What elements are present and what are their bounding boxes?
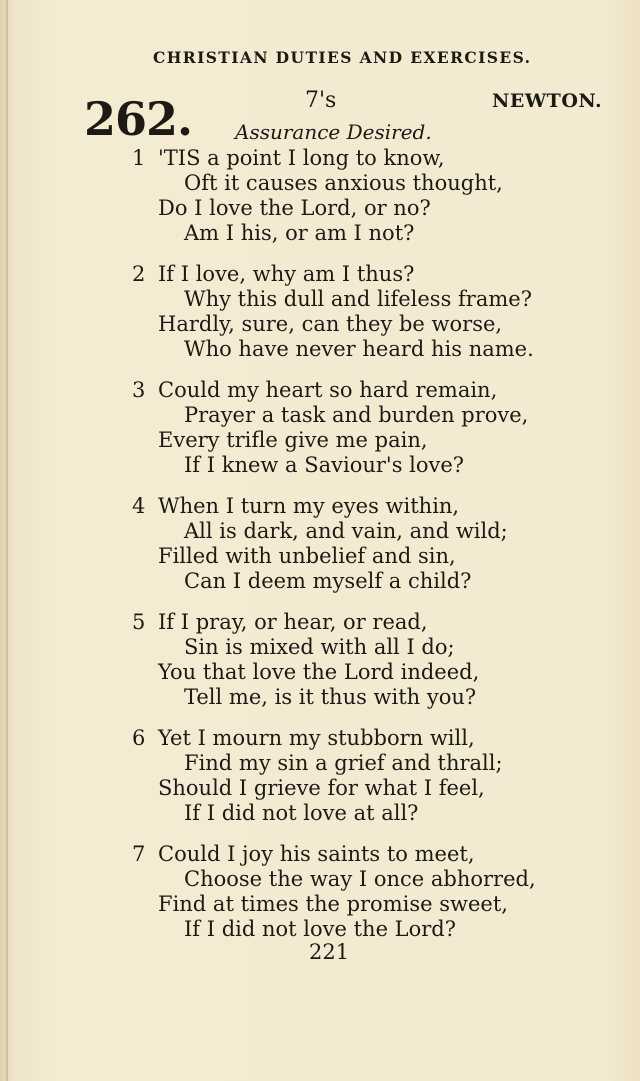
verse-line: Find at times the promise sweet, (158, 892, 508, 916)
verse-line: Find my sin a grief and thrall; (184, 751, 503, 775)
hymn-title: Assurance Desired. (235, 120, 432, 144)
hymn-meter: 7's (305, 88, 337, 113)
verse-line: Sin is mixed with all I do; (184, 635, 455, 659)
verse-line: Can I deem myself a child? (184, 569, 472, 593)
stanza (0, 610, 640, 726)
verse-line: Tell me, is it thus with you? (184, 685, 477, 709)
verse-line: If I knew a Saviour's love? (184, 453, 465, 477)
stanza-number: 6 (132, 726, 146, 750)
verse-line: Prayer a task and burden prove, (184, 403, 529, 427)
verse-line: Should I grieve for what I feel, (158, 776, 485, 800)
stanza (0, 494, 640, 610)
verse-line: Do I love the Lord, or no? (158, 196, 431, 220)
stanza-number: 7 (132, 842, 146, 866)
verse-line: If I did not love the Lord? (184, 917, 456, 941)
stanza-number: 5 (132, 610, 146, 634)
stanza-number: 3 (132, 378, 146, 402)
stanza-number: 2 (132, 262, 146, 286)
verse-line: 'TIS a point I long to know, (158, 146, 445, 170)
verse-line: Choose the way I once abhorred, (184, 867, 536, 891)
verse-line: Every trifle give me pain, (158, 428, 428, 452)
verse-line: Am I his, or am I not? (184, 221, 415, 245)
hymn-number: 262. (84, 92, 193, 146)
stanza-number: 1 (132, 146, 146, 170)
verse-line: You that love the Lord indeed, (158, 660, 480, 684)
stanza (0, 262, 640, 378)
running-head: CHRISTIAN DUTIES AND EXERCISES. (153, 48, 532, 67)
stanza-number: 4 (132, 494, 146, 518)
hymn-author: NEWTON. (492, 90, 603, 112)
stanza (0, 146, 640, 262)
verse-line: If I pray, or hear, or read, (158, 610, 428, 634)
verse-line: Yet I mourn my stubborn will, (158, 726, 475, 750)
stanza (0, 378, 640, 494)
verse-line: If I did not love at all? (184, 801, 419, 825)
verse-line: Could I joy his saints to meet, (158, 842, 475, 866)
verse-line: When I turn my eyes within, (158, 494, 460, 518)
verse-line: Who have never heard his name. (184, 337, 534, 361)
verse-line: Filled with unbelief and sin, (158, 544, 456, 568)
stanza-list (0, 146, 640, 958)
verse-line: All is dark, and vain, and wild; (184, 519, 508, 543)
verse-line: Could my heart so hard remain, (158, 378, 498, 402)
stanza (0, 726, 640, 842)
page-number: 221 (309, 940, 350, 964)
verse-line: If I love, why am I thus? (158, 262, 415, 286)
verse-line: Oft it causes anxious thought, (184, 171, 503, 195)
verse-line: Hardly, sure, can they be worse, (158, 312, 503, 336)
verse-line: Why this dull and lifeless frame? (184, 287, 532, 311)
